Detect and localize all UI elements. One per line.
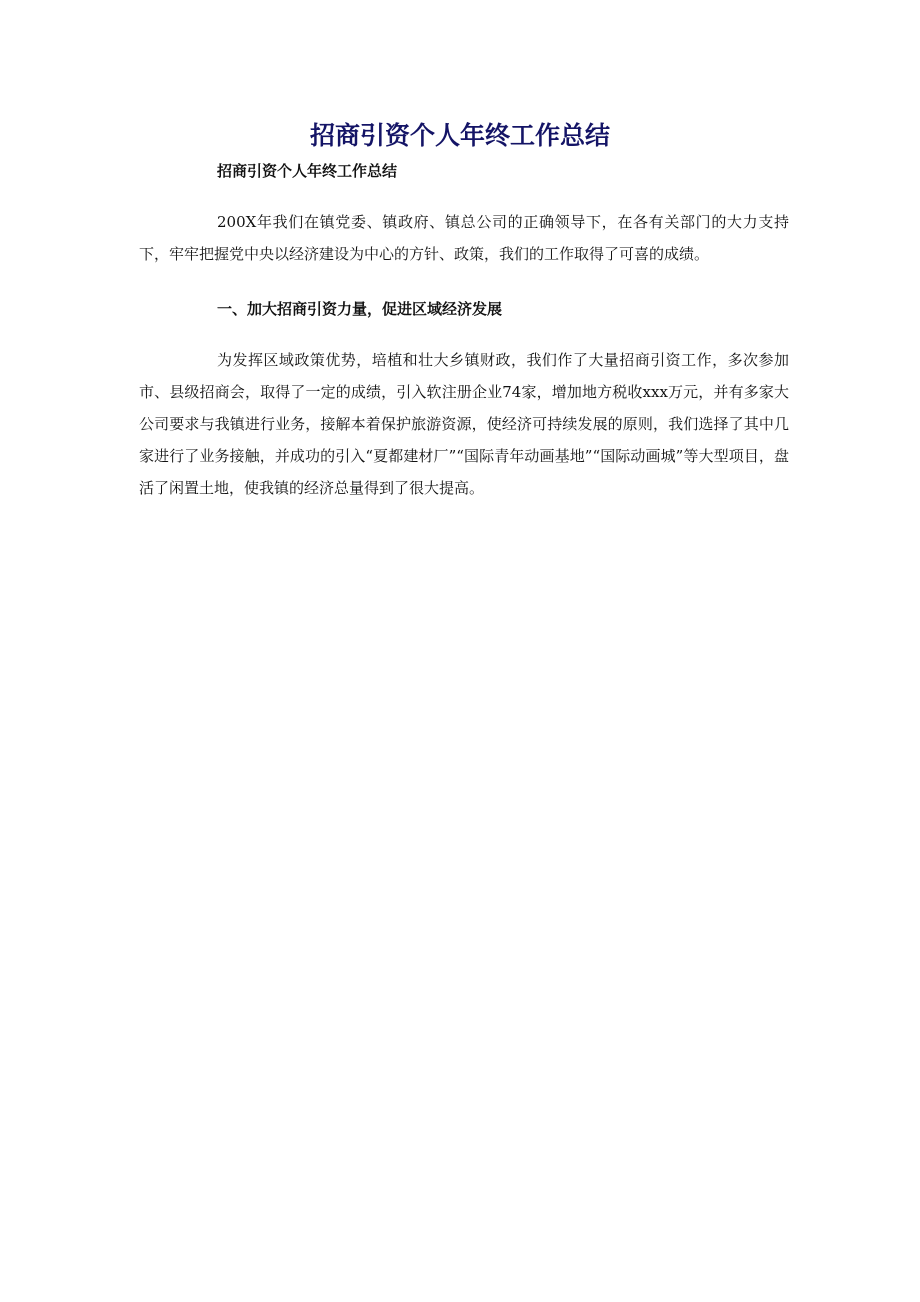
intro-paragraph: 200X年我们在镇党委、镇政府、镇总公司的正确领导下，在各有关部门的大力支持下，牢牢把握党中央以经济建设为中心的方针、政策，我们的工作取得了可喜的成绩。 (139, 213, 789, 263)
section-heading: 一、加大招商引资力量，促进区域经济发展 (217, 300, 503, 318)
document-subtitle: 招商引资个人年终工作总结 (217, 162, 398, 180)
section-paragraph: 为发挥区域政策优势，培植和壮大乡镇财政，我们作了大量招商引资工作，多次参加市、县级招商会，取得了一定的成绩，引入软注册企业74家，增加地方税收xxx万元，并有多家大公司要求与我镇进行业务，接解本着保护旅游资源，使经济可持续发展的原则，我们选择了其中几家进行了业务接触，并成功的引入“夏都建材厂”“国际青年动画基地”“国际动画城”等大型项目，盘活了闲置土地，使我镇的经济总量得到了很大提高。 (139, 351, 789, 497)
document-title: 招商引资个人年终工作总结 (309, 121, 610, 150)
